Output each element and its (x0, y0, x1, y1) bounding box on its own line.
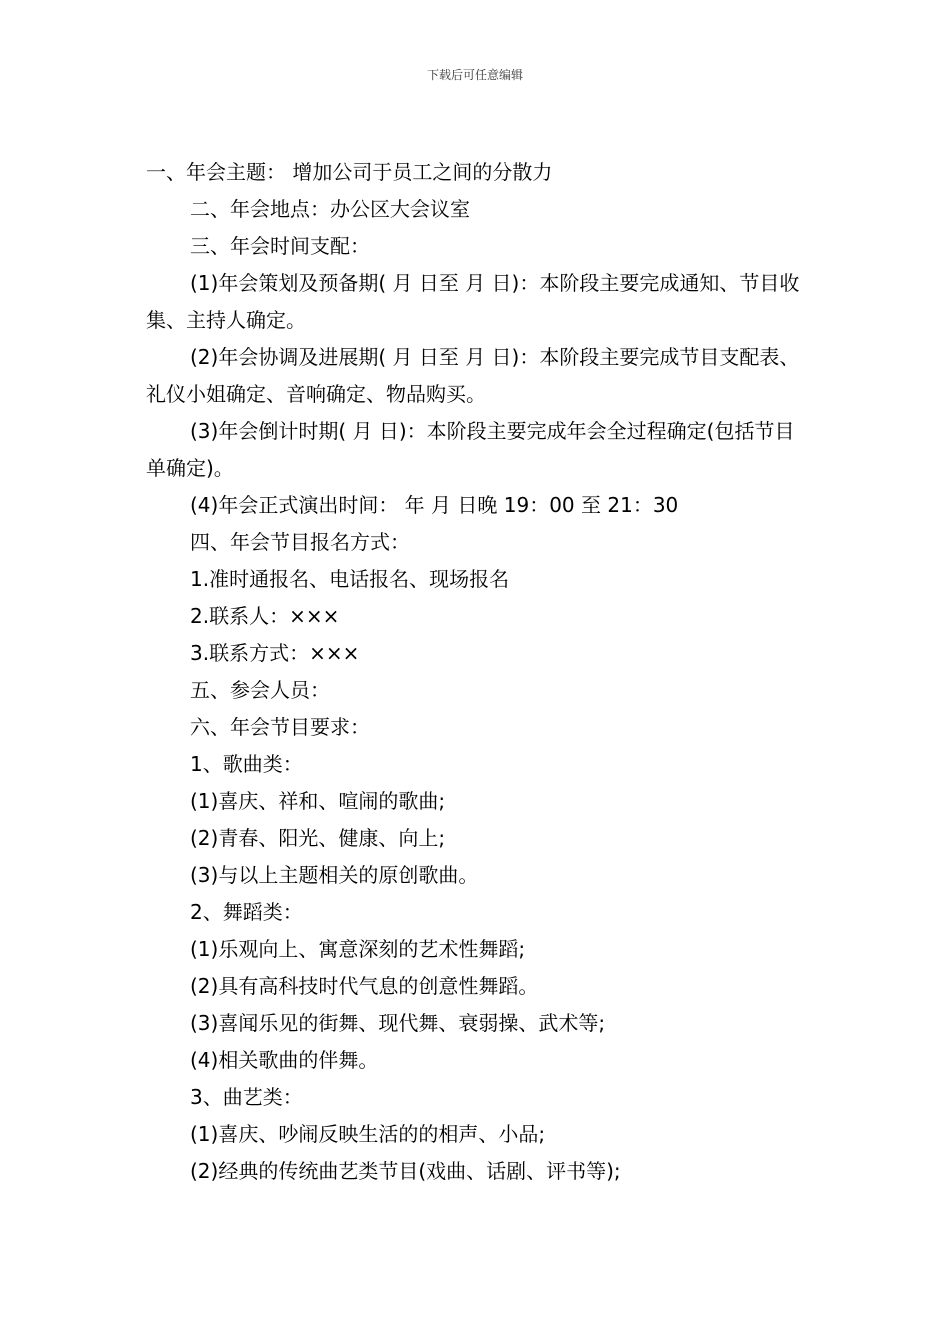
paragraph-songs-1: (1)喜庆、祥和、喧闹的歌曲; (190, 789, 446, 813)
paragraph-attendees: 五、参会人员： (190, 678, 330, 702)
paragraph-quyi-heading: 3、曲艺类： (190, 1085, 303, 1109)
paragraph-schedule-1: (1)年会策划及预备期( 月 日至 月 日)：本阶段主要完成通知、节目收集、主持人确定。 (146, 271, 800, 332)
paragraph-schedule-4: (4)年会正式演出时间： 年 月 日晚 19：00 至 21：30 (190, 493, 679, 517)
paragraph-songs-2: (2)青春、阳光、健康、向上; (190, 826, 446, 850)
paragraph-theme: 一、年会主题： 增加公司于员工之间的分散力 (146, 160, 553, 184)
paragraph-contact-method: 3.联系方式：××× (190, 641, 360, 665)
paragraph-quyi-1: (1)喜庆、吵闹反映生活的的相声、小品; (190, 1122, 546, 1146)
paragraph-quyi-2: (2)经典的传统曲艺类节目(戏曲、话剧、评书等); (190, 1159, 621, 1183)
paragraph-location: 二、年会地点：办公区大会议室 (190, 197, 470, 221)
paragraph-schedule-3: (3)年会倒计时期( 月 日)：本阶段主要完成年会全过程确定(包括节目单确定)。 (146, 419, 795, 480)
paragraph-signup-heading: 四、年会节目报名方式： (190, 530, 410, 554)
paragraph-songs-heading: 1、歌曲类： (190, 752, 303, 776)
paragraph-dance-4: (4)相关歌曲的伴舞。 (190, 1048, 379, 1072)
page-header: 下载后可任意编辑 (426, 68, 523, 82)
paragraph-dance-heading: 2、舞蹈类： (190, 900, 303, 924)
paragraph-schedule-2: (2)年会协调及进展期( 月 日至 月 日)：本阶段主要完成节目支配表、礼仪小姐确定、音响确定、物品购买。 (146, 345, 800, 406)
paragraph-dance-2: (2)具有高科技时代气息的创意性舞蹈。 (190, 974, 539, 998)
paragraph-dance-3: (3)喜闻乐见的街舞、现代舞、衰弱操、武术等; (190, 1011, 606, 1035)
document-body (146, 154, 810, 1190)
paragraph-contact-person: 2.联系人：××× (190, 604, 340, 628)
paragraph-signup-1: 1.准时通报名、电话报名、现场报名 (190, 567, 510, 591)
paragraph-dance-1: (1)乐观向上、寓意深刻的艺术性舞蹈; (190, 937, 526, 961)
paragraph-songs-3: (3)与以上主题相关的原创歌曲。 (190, 863, 479, 887)
paragraph-requirements-heading: 六、年会节目要求： (190, 715, 370, 739)
paragraph-schedule-heading: 三、年会时间支配： (190, 234, 370, 258)
